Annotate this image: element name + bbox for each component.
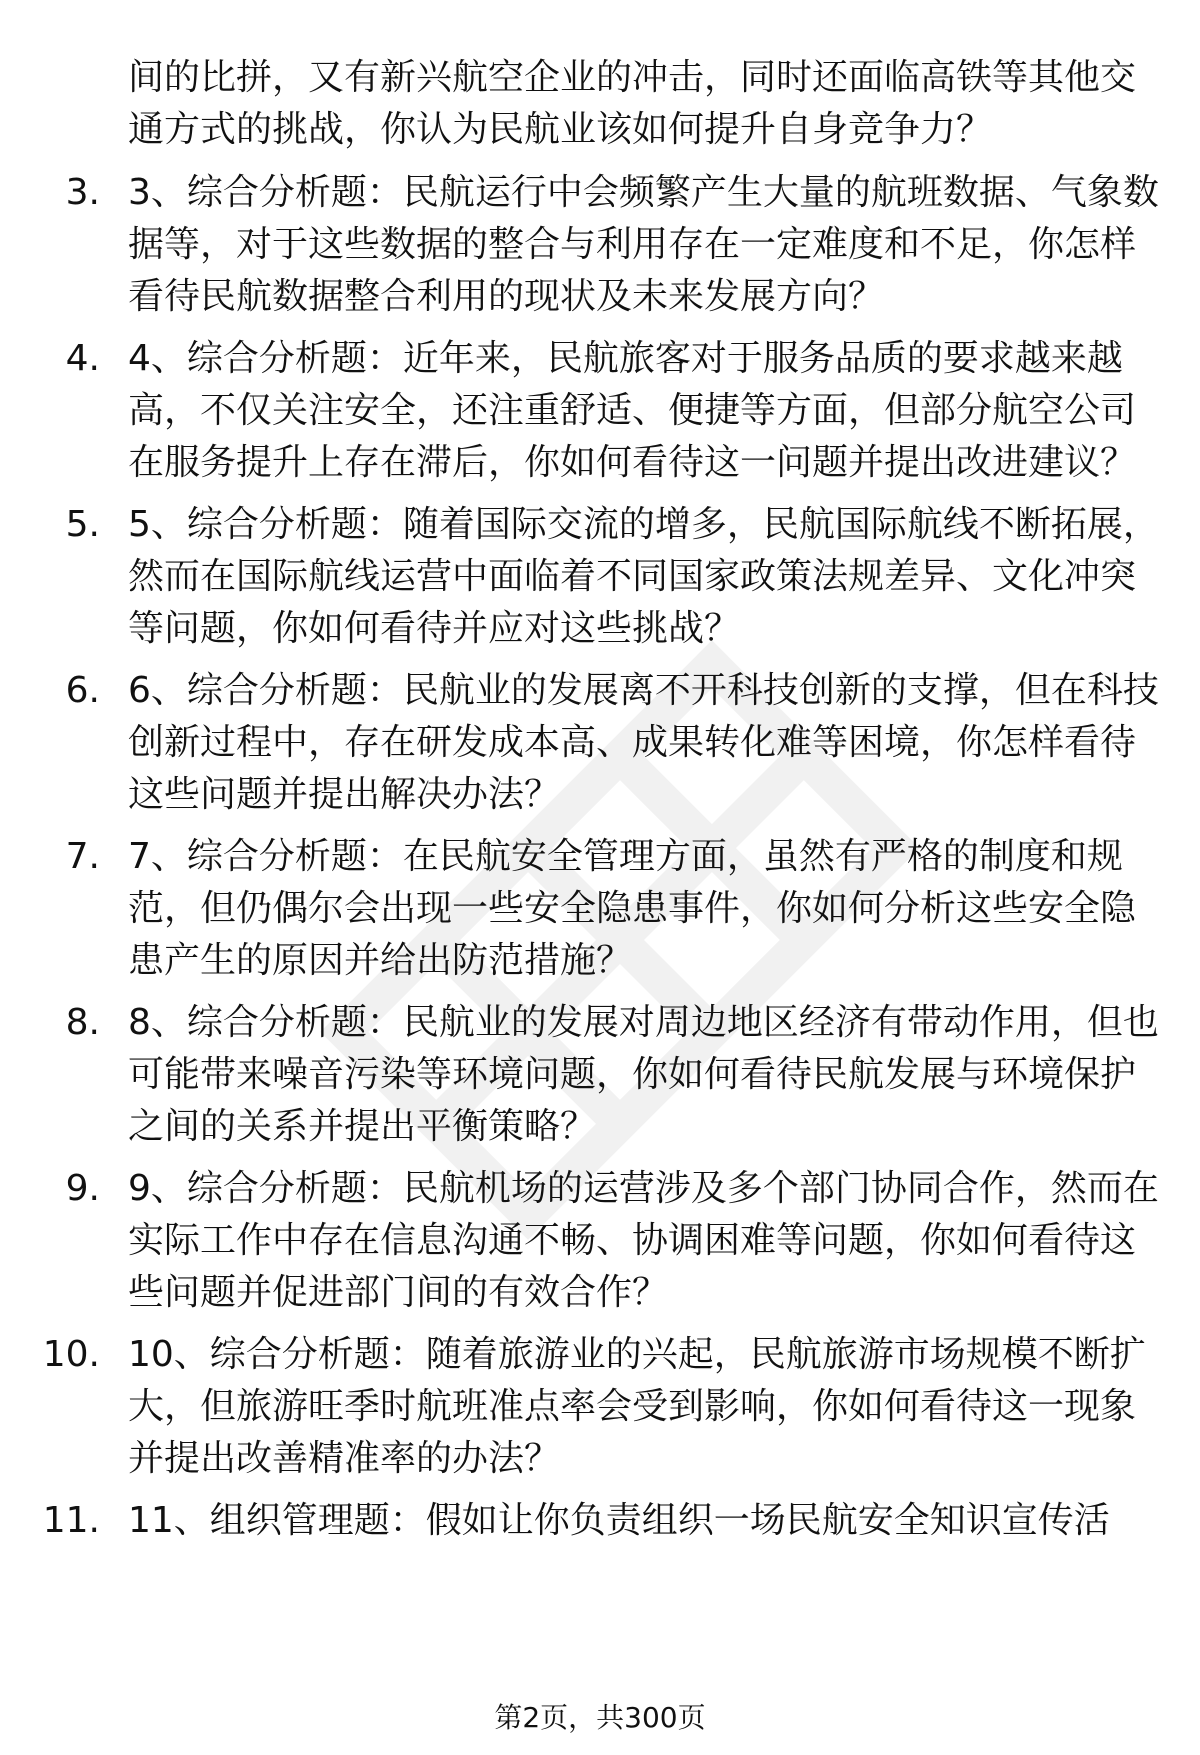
question-line: 据等，对于这些数据的整合与利用存在一定难度和不足，你怎样 [128,224,1137,265]
question-line: 看待民航数据整合利用的现状及未来发展方向？ [128,276,885,317]
question-line: 之间的关系并提出平衡策略？ [128,1106,597,1147]
question-line: 大，但旅游旺季时航班准点率会受到影响，你如何看待这一现象 [128,1386,1137,1427]
question-line: 11、组织管理题：假如让你负责组织一场民航安全知识宣传活 [128,1500,1110,1541]
question-line: 并提出改善精准率的办法？ [128,1438,561,1479]
question-line: 3、综合分析题：民航运行中会频繁产生大量的航班数据、气象数 [128,172,1159,213]
question-line: 些问题并促进部门间的有效合作？ [128,1272,669,1313]
question-line: 等问题，你如何看待并应对这些挑战？ [128,608,741,649]
question-number: 6. [65,670,100,711]
continuation-line: 通方式的挑战，你认为民航业该如何提升自身竞争力？ [128,109,993,150]
question-number: 8. [65,1002,100,1043]
question-line: 8、综合分析题：民航业的发展对周边地区经济有带动作用，但也 [128,1002,1159,1043]
question-line: 这些问题并提出解决办法？ [128,774,561,815]
continuation-line: 间的比拼，又有新兴航空企业的冲击，同时还面临高铁等其他交 [128,57,1137,98]
question-number: 5. [65,504,100,545]
question-number: 11. [42,1500,100,1541]
question-line: 然而在国际航线运营中面临着不同国家政策法规差异、文化冲突 [128,556,1137,597]
question-line: 6、综合分析题：民航业的发展离不开科技创新的支撑，但在科技 [128,670,1159,711]
question-line: 10、综合分析题：随着旅游业的兴起，民航旅游市场规模不断扩 [128,1334,1146,1375]
question-number: 10. [42,1334,100,1375]
question-line: 9、综合分析题：民航机场的运营涉及多个部门协同合作，然而在 [128,1168,1159,1209]
question-line: 可能带来噪音污染等环境问题，你如何看待民航发展与环境保护 [128,1054,1137,1095]
page-number-footer: 第2页，共300页 [494,1701,706,1734]
question-line: 范，但仍偶尔会出现一些安全隐患事件，你如何分析这些安全隐 [128,888,1137,929]
question-line: 患产生的原因并给出防范措施？ [128,940,633,981]
question-number: 7. [65,836,100,877]
question-number: 3. [65,172,100,213]
question-line: 在服务提升上存在滞后，你如何看待这一问题并提出改进建议？ [128,442,1137,483]
question-line: 4、综合分析题：近年来，民航旅客对于服务品质的要求越来越 [128,338,1123,379]
question-line: 创新过程中，存在研发成本高、成果转化难等困境，你怎样看待 [128,722,1137,763]
question-number: 9. [65,1168,100,1209]
question-line: 高，不仅关注安全，还注重舒适、便捷等方面，但部分航空公司 [128,390,1137,431]
question-line: 5、综合分析题：随着国际交流的增多，民航国际航线不断拓展， [128,504,1159,545]
question-line: 7、综合分析题：在民航安全管理方面，虽然有严格的制度和规 [128,836,1123,877]
question-number: 4. [65,338,100,379]
question-line: 实际工作中存在信息沟通不畅、协调困难等问题，你如何看待这 [128,1220,1137,1261]
